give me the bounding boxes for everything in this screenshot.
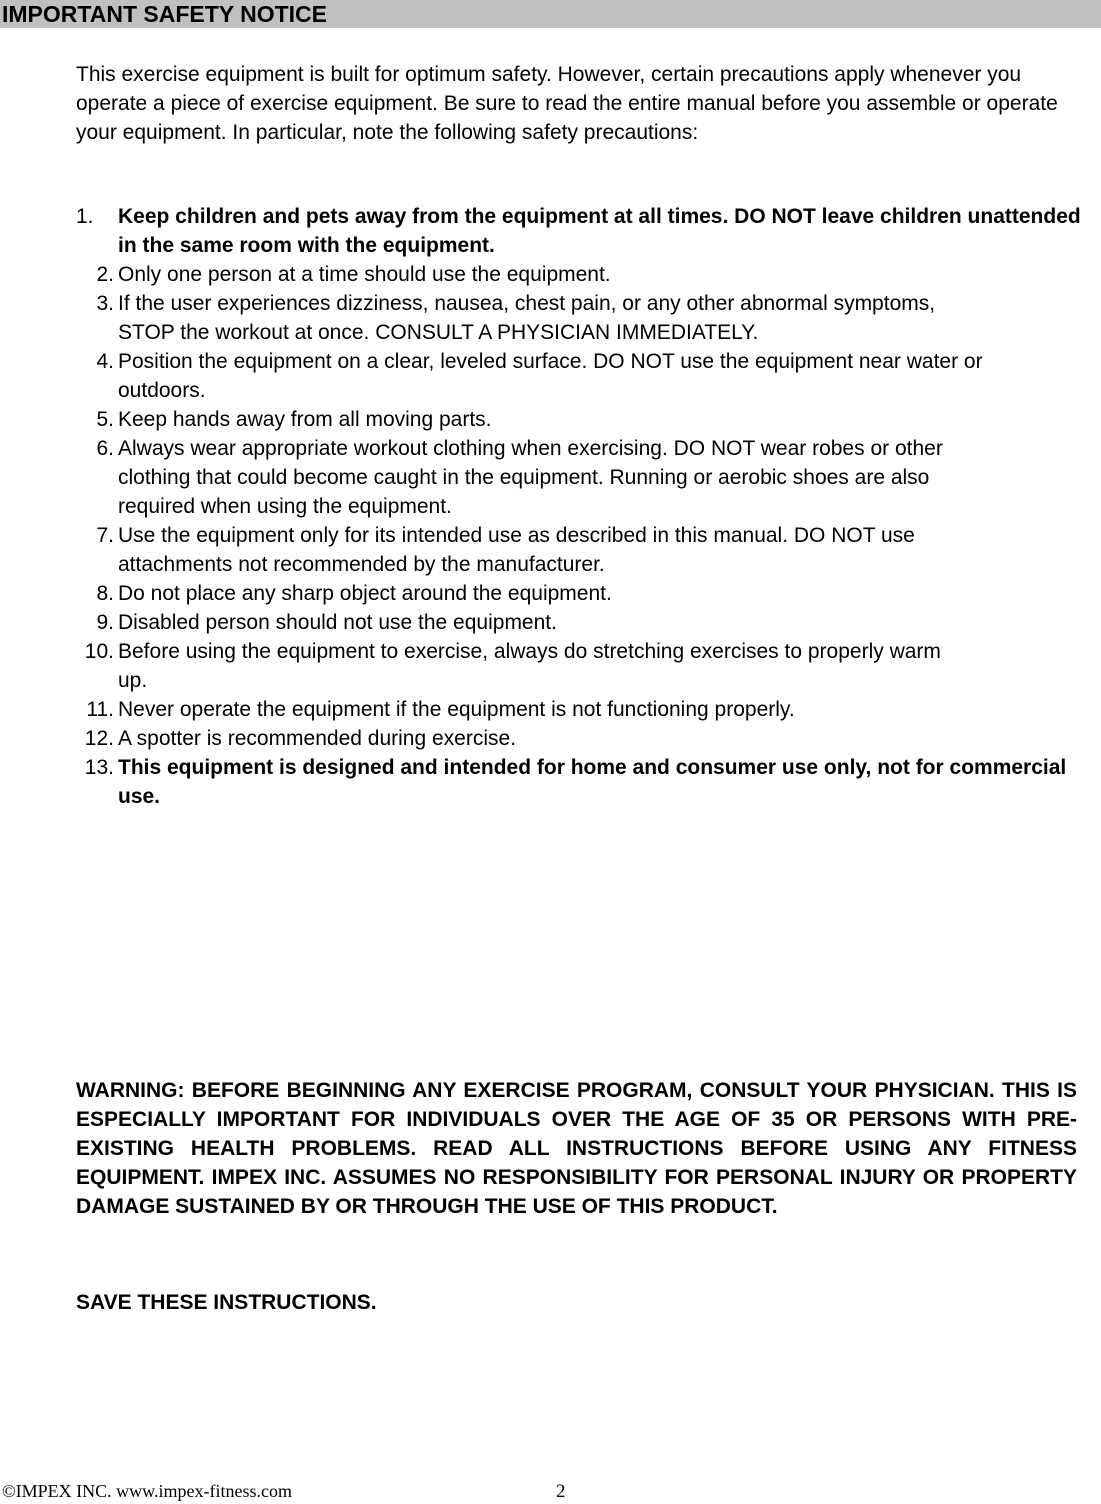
- item-text: A spotter is recommended during exercise.: [118, 727, 517, 750]
- item-text: Keep hands away from all moving parts.: [118, 408, 492, 431]
- item-number: 2.: [96, 263, 114, 286]
- item-number: 5.: [96, 408, 114, 431]
- list-item: [76, 637, 1101, 695]
- list-item: [76, 260, 1101, 289]
- page-number: 2: [556, 1481, 566, 1502]
- item-text: Always wear appropriate workout clothing when exercising. DO NOT wear robes or other clothing that could become caught in the equipment. Running or aerobic shoes are also required when using the equipment.: [118, 437, 943, 518]
- page-title: IMPORTANT SAFETY NOTICE: [2, 1, 327, 27]
- intro-paragraph: This exercise equipment is built for optimum safety. However, certain precautions apply whenever you operate a piece of exercise equipment. Be sure to read the entire manual before you assemble or operate your equipment. In particular, note the following safety precautions:: [76, 63, 1058, 144]
- item-text: Before using the equipment to exercise, always do stretching exercises to properly warm up.: [118, 640, 941, 692]
- item-number: 3.: [96, 292, 114, 315]
- item-number: 4.: [96, 350, 114, 373]
- item-number: 6.: [96, 437, 114, 460]
- item-number: 12.: [84, 727, 114, 750]
- warning-paragraph: WARNING: BEFORE BEGINNING ANY EXERCISE PROGRAM, CONSULT YOUR PHYSICIAN. THIS IS ESPECIALLY IMPORTANT FOR INDIVIDUALS OVER THE AGE OF 35 OR PERSONS WITH PRE-EXISTING HEALTH PROBLEMS. READ ALL INSTRUCTIONS BEFORE USING ANY FITNESS EQUIPMENT. IMPEX INC. ASSUMES NO RESPONSIBILITY FOR PERSONAL INJURY OR PROPERTY DAMAGE SUSTAINED BY OR THROUGH THE USE OF THIS PRODUCT.: [76, 1079, 1077, 1218]
- item-text: Use the equipment only for its intended use as described in this manual. DO NOT use attachments not recommended by the manufacturer.: [118, 524, 915, 576]
- precautions-list: [76, 202, 1101, 811]
- item-text: This equipment is designed and intended for home and consumer use only, not for commercial use.: [118, 756, 1067, 808]
- list-item: [76, 347, 1101, 405]
- item-text: Keep children and pets away from the equipment at all times. DO NOT leave children unattended in the same room with the equipment.: [118, 205, 1081, 257]
- item-text: Position the equipment on a clear, leveled surface. DO NOT use the equipment near water or outdoors.: [118, 350, 983, 402]
- item-number: 7.: [96, 524, 114, 547]
- list-item: [76, 202, 1101, 260]
- title-bar: [0, 0, 1101, 28]
- item-number: 1.: [76, 205, 94, 228]
- list-item: [76, 695, 1101, 724]
- item-number: 9.: [96, 611, 114, 634]
- item-number: 8.: [96, 582, 114, 605]
- list-item: [76, 405, 1101, 434]
- item-text: If the user experiences dizziness, nausea, chest pain, or any other abnormal symptoms, STOP the workout at once. CONSULT A PHYSICIAN IMMEDIATELY.: [118, 292, 936, 344]
- item-text: Disabled person should not use the equipment.: [118, 611, 557, 634]
- list-item: [76, 521, 1101, 579]
- item-number: 13.: [84, 756, 114, 779]
- save-instructions: SAVE THESE INSTRUCTIONS.: [76, 1291, 377, 1314]
- list-item: [76, 289, 1101, 347]
- item-text: Only one person at a time should use the equipment.: [118, 263, 611, 286]
- footer-copyright: ©IMPEX INC. www.impex-fitness.com: [2, 1481, 292, 1501]
- item-text: Never operate the equipment if the equipment is not functioning properly.: [118, 698, 795, 721]
- list-item: [76, 753, 1101, 811]
- item-number: 11.: [86, 698, 114, 721]
- list-item: [76, 724, 1101, 753]
- item-text: Do not place any sharp object around the equipment.: [118, 582, 612, 605]
- list-item: [76, 608, 1101, 637]
- list-item: [76, 434, 1101, 521]
- list-item: [76, 579, 1101, 608]
- item-number: 10.: [84, 640, 114, 663]
